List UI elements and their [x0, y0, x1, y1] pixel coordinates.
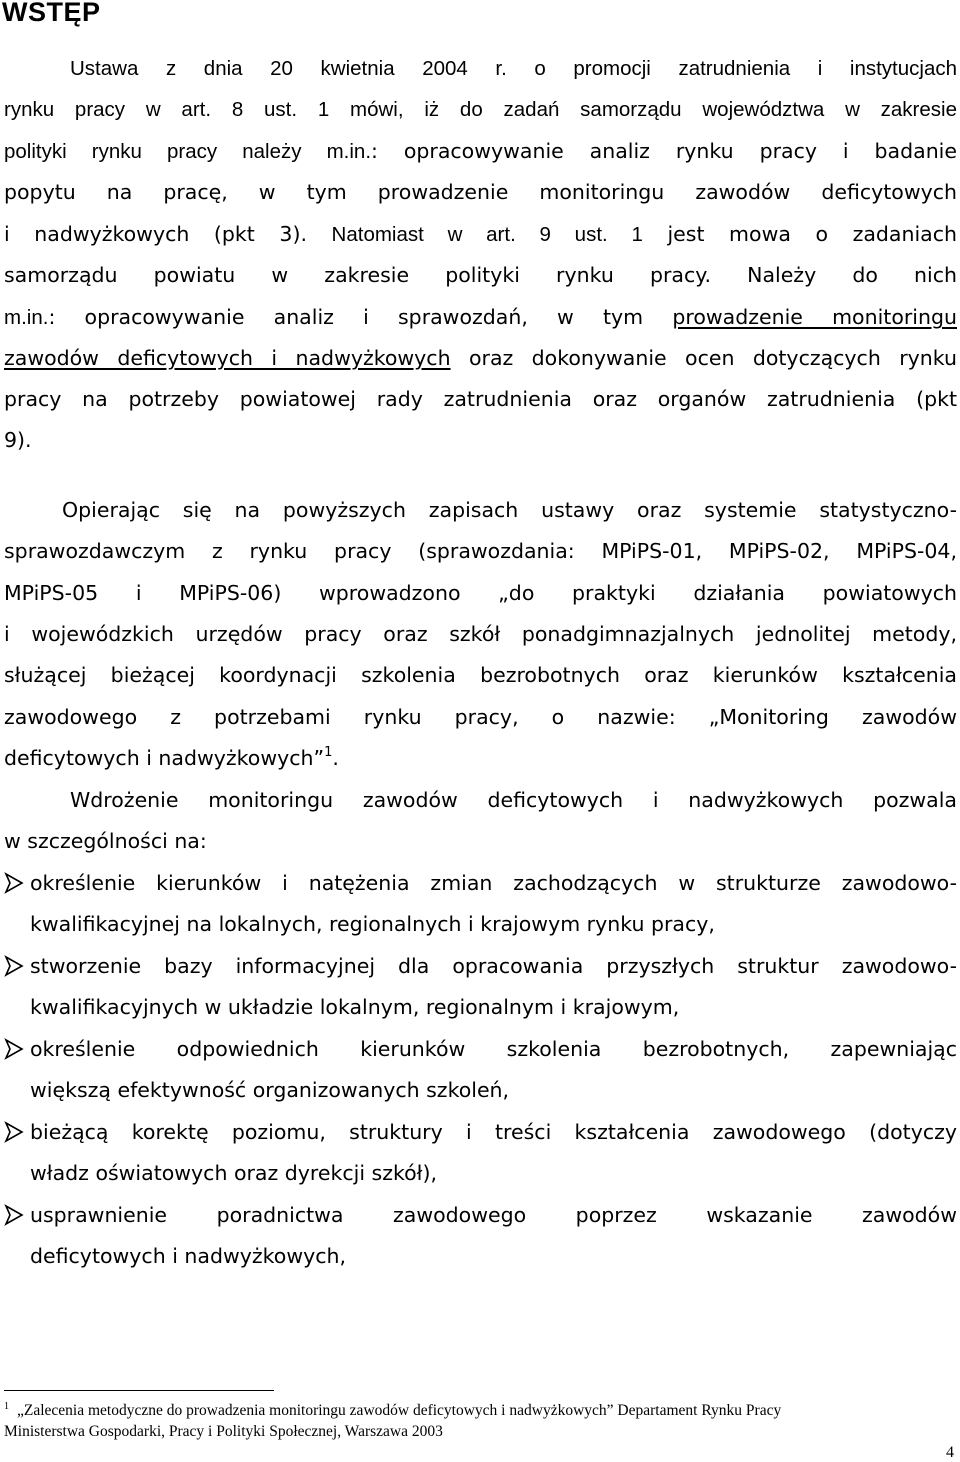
- text-line: MPiPS-05 i MPiPS-06) wprowadzono „do praktyki działania powiatowych: [4, 581, 957, 605]
- text-line: w szczególności na:: [4, 829, 207, 853]
- text-line: kwalifikacyjnych w układzie lokalnym, regionalnym i krajowym,: [30, 995, 680, 1019]
- text-line: stworzenie bazy informacyjnej dla opracowania przyszłych struktur zawodowo-: [30, 954, 957, 978]
- text-line: [4, 737, 957, 779]
- text-line: samorządu powiatu w zakresie polityki rynku pracy. Należy do nich: [4, 263, 957, 287]
- page-number: 4: [946, 1444, 954, 1461]
- text-line: określenie kierunków i natężenia zmian zachodzących w strukturze zawodowo-: [30, 871, 957, 895]
- underlined-text: prowadzenie monitoringu: [672, 305, 957, 329]
- text-run: : opracowywanie analiz rynku pracy i badanie: [371, 139, 957, 163]
- text-line: władz oświatowych oraz dyrekcji szkół),: [30, 1161, 438, 1185]
- text-run: m.in.: [4, 306, 49, 329]
- text-line: pracy na potrzeby powiatowej rady zatrudnienia oraz organów zatrudnienia (pkt: [4, 387, 957, 411]
- text-line: służącej bieżącej koordynacji szkolenia bezrobotnych oraz kierunków kształcenia: [4, 663, 957, 687]
- section-heading: WSTĘP: [2, 0, 101, 27]
- text-run: i nadwyżkowych (pkt 3).: [4, 222, 332, 246]
- footnote-line: Ministerstwa Gospodarki, Pracy i Polityki Społecznej, Warszawa 2003: [4, 1423, 443, 1440]
- text-line: i wojewódzkich urzędów pracy oraz szkół ponadgimnazjalnych jednolitej metody,: [4, 622, 957, 646]
- text-run: .: [332, 746, 339, 770]
- text-line: [4, 337, 957, 379]
- text-run: : opracowywanie analiz i sprawozdań, w tym: [48, 305, 673, 329]
- text-line: Ustawa z dnia 20 kwietnia 2004 r. o promocji zatrudnienia i instytucjach: [70, 57, 957, 80]
- footnote-line: [4, 1400, 781, 1422]
- text-line: [4, 130, 957, 172]
- text-run: Natomiast w art. 9 ust. 1: [331, 223, 643, 246]
- text-line: bieżącą korektę poziomu, struktury i treści kształcenia zawodowego (dotyczy: [30, 1120, 957, 1144]
- text-run: polityki rynku pracy należy m.in.: [4, 140, 372, 163]
- arrowhead-bullet-icon: [4, 945, 26, 987]
- footnote-separator: [4, 1390, 274, 1391]
- text-line: usprawnienie poradnictwa zawodowego poprzez wskazanie zawodów: [30, 1203, 957, 1227]
- text-line: większą efektywność organizowanych szkoleń,: [30, 1078, 510, 1102]
- text-run: deficytowych i nadwyżkowych”: [4, 746, 325, 770]
- text-line: rynku pracy w art. 8 ust. 1 mówi, iż do zadań samorządu województwa w zakresie: [4, 98, 957, 121]
- text-run: oraz dokonywanie ocen dotyczących rynku: [450, 346, 957, 370]
- text-line: popytu na pracę, w tym prowadzenie monitoringu zawodów deficytowych: [4, 180, 957, 204]
- text-line: [4, 213, 957, 255]
- text-line: sprawozdawczym z rynku pracy (sprawozdania: MPiPS-01, MPiPS-02, MPiPS-04,: [4, 539, 957, 563]
- footnote-reference[interactable]: 1: [324, 745, 333, 760]
- text-line: 9).: [4, 428, 32, 452]
- text-run: jest mowa o zadaniach: [642, 222, 957, 246]
- text-line: kwalifikacyjnej na lokalnych, regionalnych i krajowym rynku pracy,: [30, 912, 715, 936]
- arrowhead-bullet-icon: [4, 1028, 26, 1070]
- text-line: określenie odpowiednich kierunków szkolenia bezrobotnych, zapewniając: [30, 1037, 957, 1061]
- footnote-marker: 1: [4, 1401, 9, 1412]
- arrowhead-bullet-icon: [4, 1111, 26, 1153]
- text-line: zawodowego z potrzebami rynku pracy, o nazwie: „Monitoring zawodów: [4, 705, 957, 729]
- underlined-text: zawodów deficytowych i nadwyżkowych: [4, 346, 451, 370]
- text-line: Wdrożenie monitoringu zawodów deficytowych i nadwyżkowych pozwala: [70, 788, 957, 812]
- text-line: deficytowych i nadwyżkowych,: [30, 1244, 346, 1268]
- arrowhead-bullet-icon: [4, 1194, 26, 1236]
- text-line: Opierając się na powyższych zapisach ustawy oraz systemie statystyczno-: [62, 498, 957, 522]
- arrowhead-bullet-icon: [4, 862, 26, 904]
- text-line: [4, 296, 957, 338]
- footnote-text: „Zalecenia metodyczne do prowadzenia monitoringu zawodów deficytowych i nadwyżkowych” Departament Rynku Pracy: [17, 1402, 782, 1419]
